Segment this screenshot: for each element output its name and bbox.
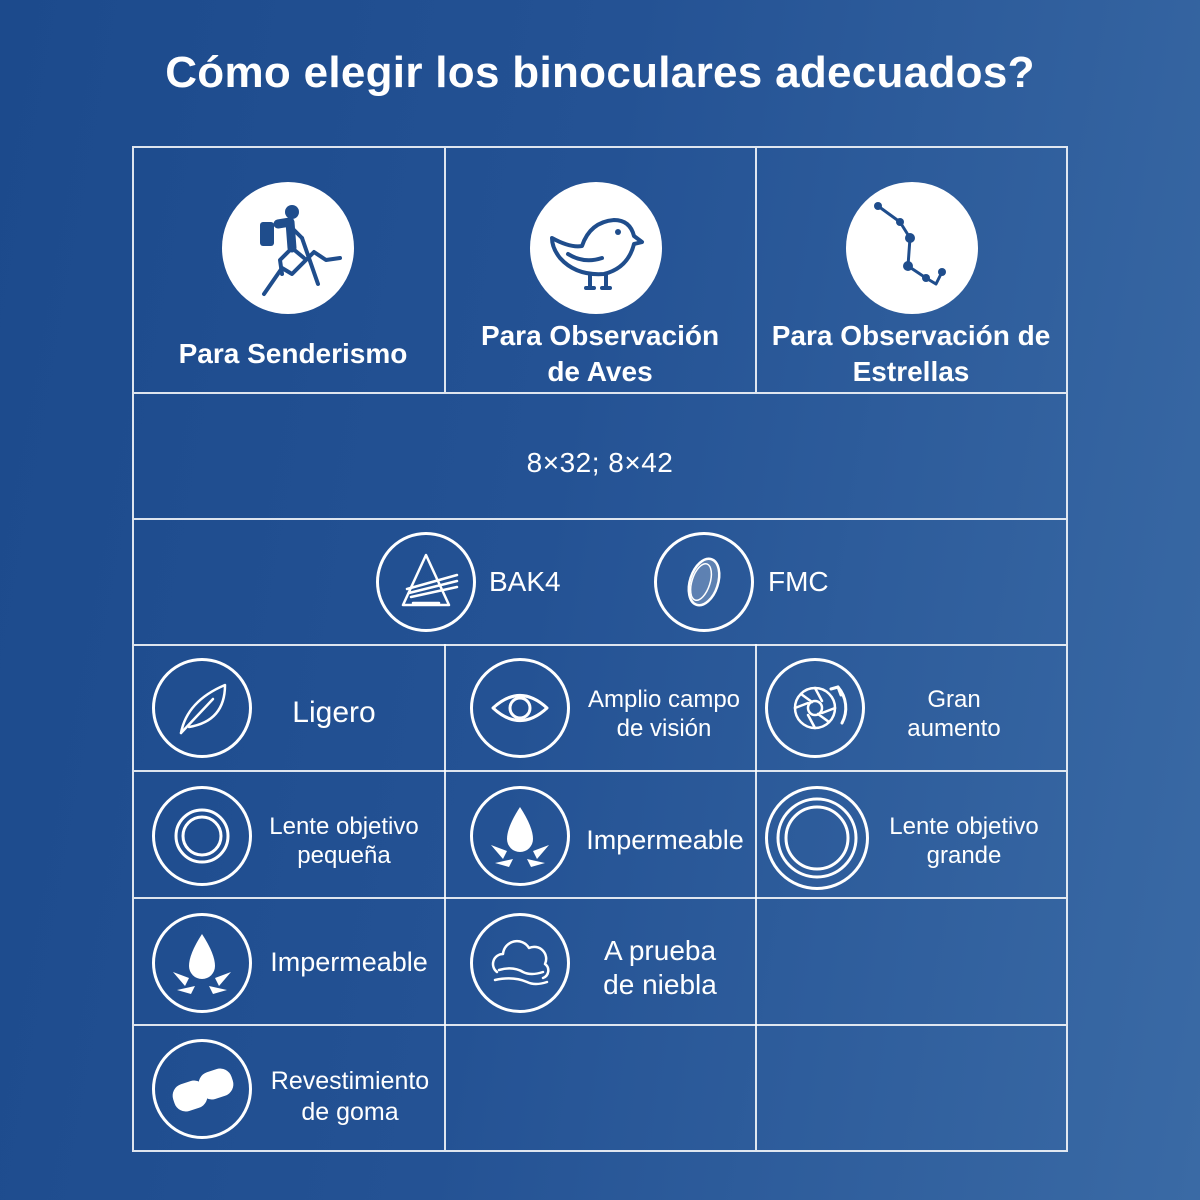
constellation-icon [846, 182, 978, 314]
feature-label-line: grande [926, 842, 1002, 869]
feature-label-rubber-coating [262, 1066, 438, 1128]
column-divider [755, 644, 757, 1150]
feature-label-high-magnification [870, 685, 1038, 743]
feature-label-line: Amplio campo [587, 686, 741, 713]
row-divider [134, 1024, 1066, 1026]
small-lens-icon [152, 786, 252, 886]
row-divider [134, 644, 1066, 646]
feature-label-line: Gran [927, 686, 981, 713]
category-label-line: Estrellas [852, 356, 970, 387]
magnification-value: 8×32; 8×42 [526, 447, 674, 478]
feature-label-line: Lente objetivo [269, 813, 419, 840]
feature-label-small-objective [258, 812, 430, 870]
feature-label-line: de goma [301, 1098, 399, 1126]
feature-label-large-objective [878, 812, 1050, 870]
aperture-icon [765, 658, 865, 758]
water-drop-icon [470, 786, 570, 886]
fog-icon [470, 913, 570, 1013]
feature-label-line: de visión [616, 715, 712, 742]
row-divider [134, 897, 1066, 899]
feature-label-light: Ligero [292, 696, 376, 729]
category-label-line: de Aves [547, 356, 653, 387]
feature-label-line: pequeña [297, 842, 391, 869]
optics-label-fmc: FMC [768, 566, 829, 597]
feather-icon [152, 658, 252, 758]
feature-label-wide-fov [578, 685, 750, 743]
feature-label-line: aumento [907, 715, 1001, 742]
category-label-stars [756, 318, 1066, 390]
page-title: Cómo elegir los binoculares adecuados? [165, 48, 1035, 97]
column-divider [444, 644, 446, 1150]
hiking-icon [222, 182, 354, 314]
feature-label-waterproof: Impermeable [586, 825, 744, 855]
feature-label-line: Lente objetivo [889, 813, 1039, 840]
row-divider [134, 770, 1066, 772]
feature-label-waterproof-2: Impermeable [270, 947, 428, 977]
rubber-armor-icon [152, 1039, 252, 1139]
category-label-line: Para Observación [480, 320, 720, 351]
optics-label-bak4: BAK4 [489, 566, 561, 597]
water-drop-icon [152, 913, 252, 1013]
prism-icon [376, 532, 476, 632]
large-lens-icon [765, 786, 869, 890]
category-label-hiking: Para Senderismo [178, 338, 408, 369]
feature-label-fogproof [586, 934, 734, 1002]
category-label-line: Para Observación de [771, 320, 1051, 351]
category-label-birds [446, 318, 754, 390]
bird-icon [530, 182, 662, 314]
row-divider [134, 392, 1066, 394]
row-divider [134, 518, 1066, 520]
eye-icon [470, 658, 570, 758]
feature-label-line: Revestimiento [270, 1067, 430, 1095]
lens-coating-icon [654, 532, 754, 632]
feature-label-line: de niebla [603, 969, 717, 1000]
feature-label-line: A prueba [603, 935, 717, 966]
